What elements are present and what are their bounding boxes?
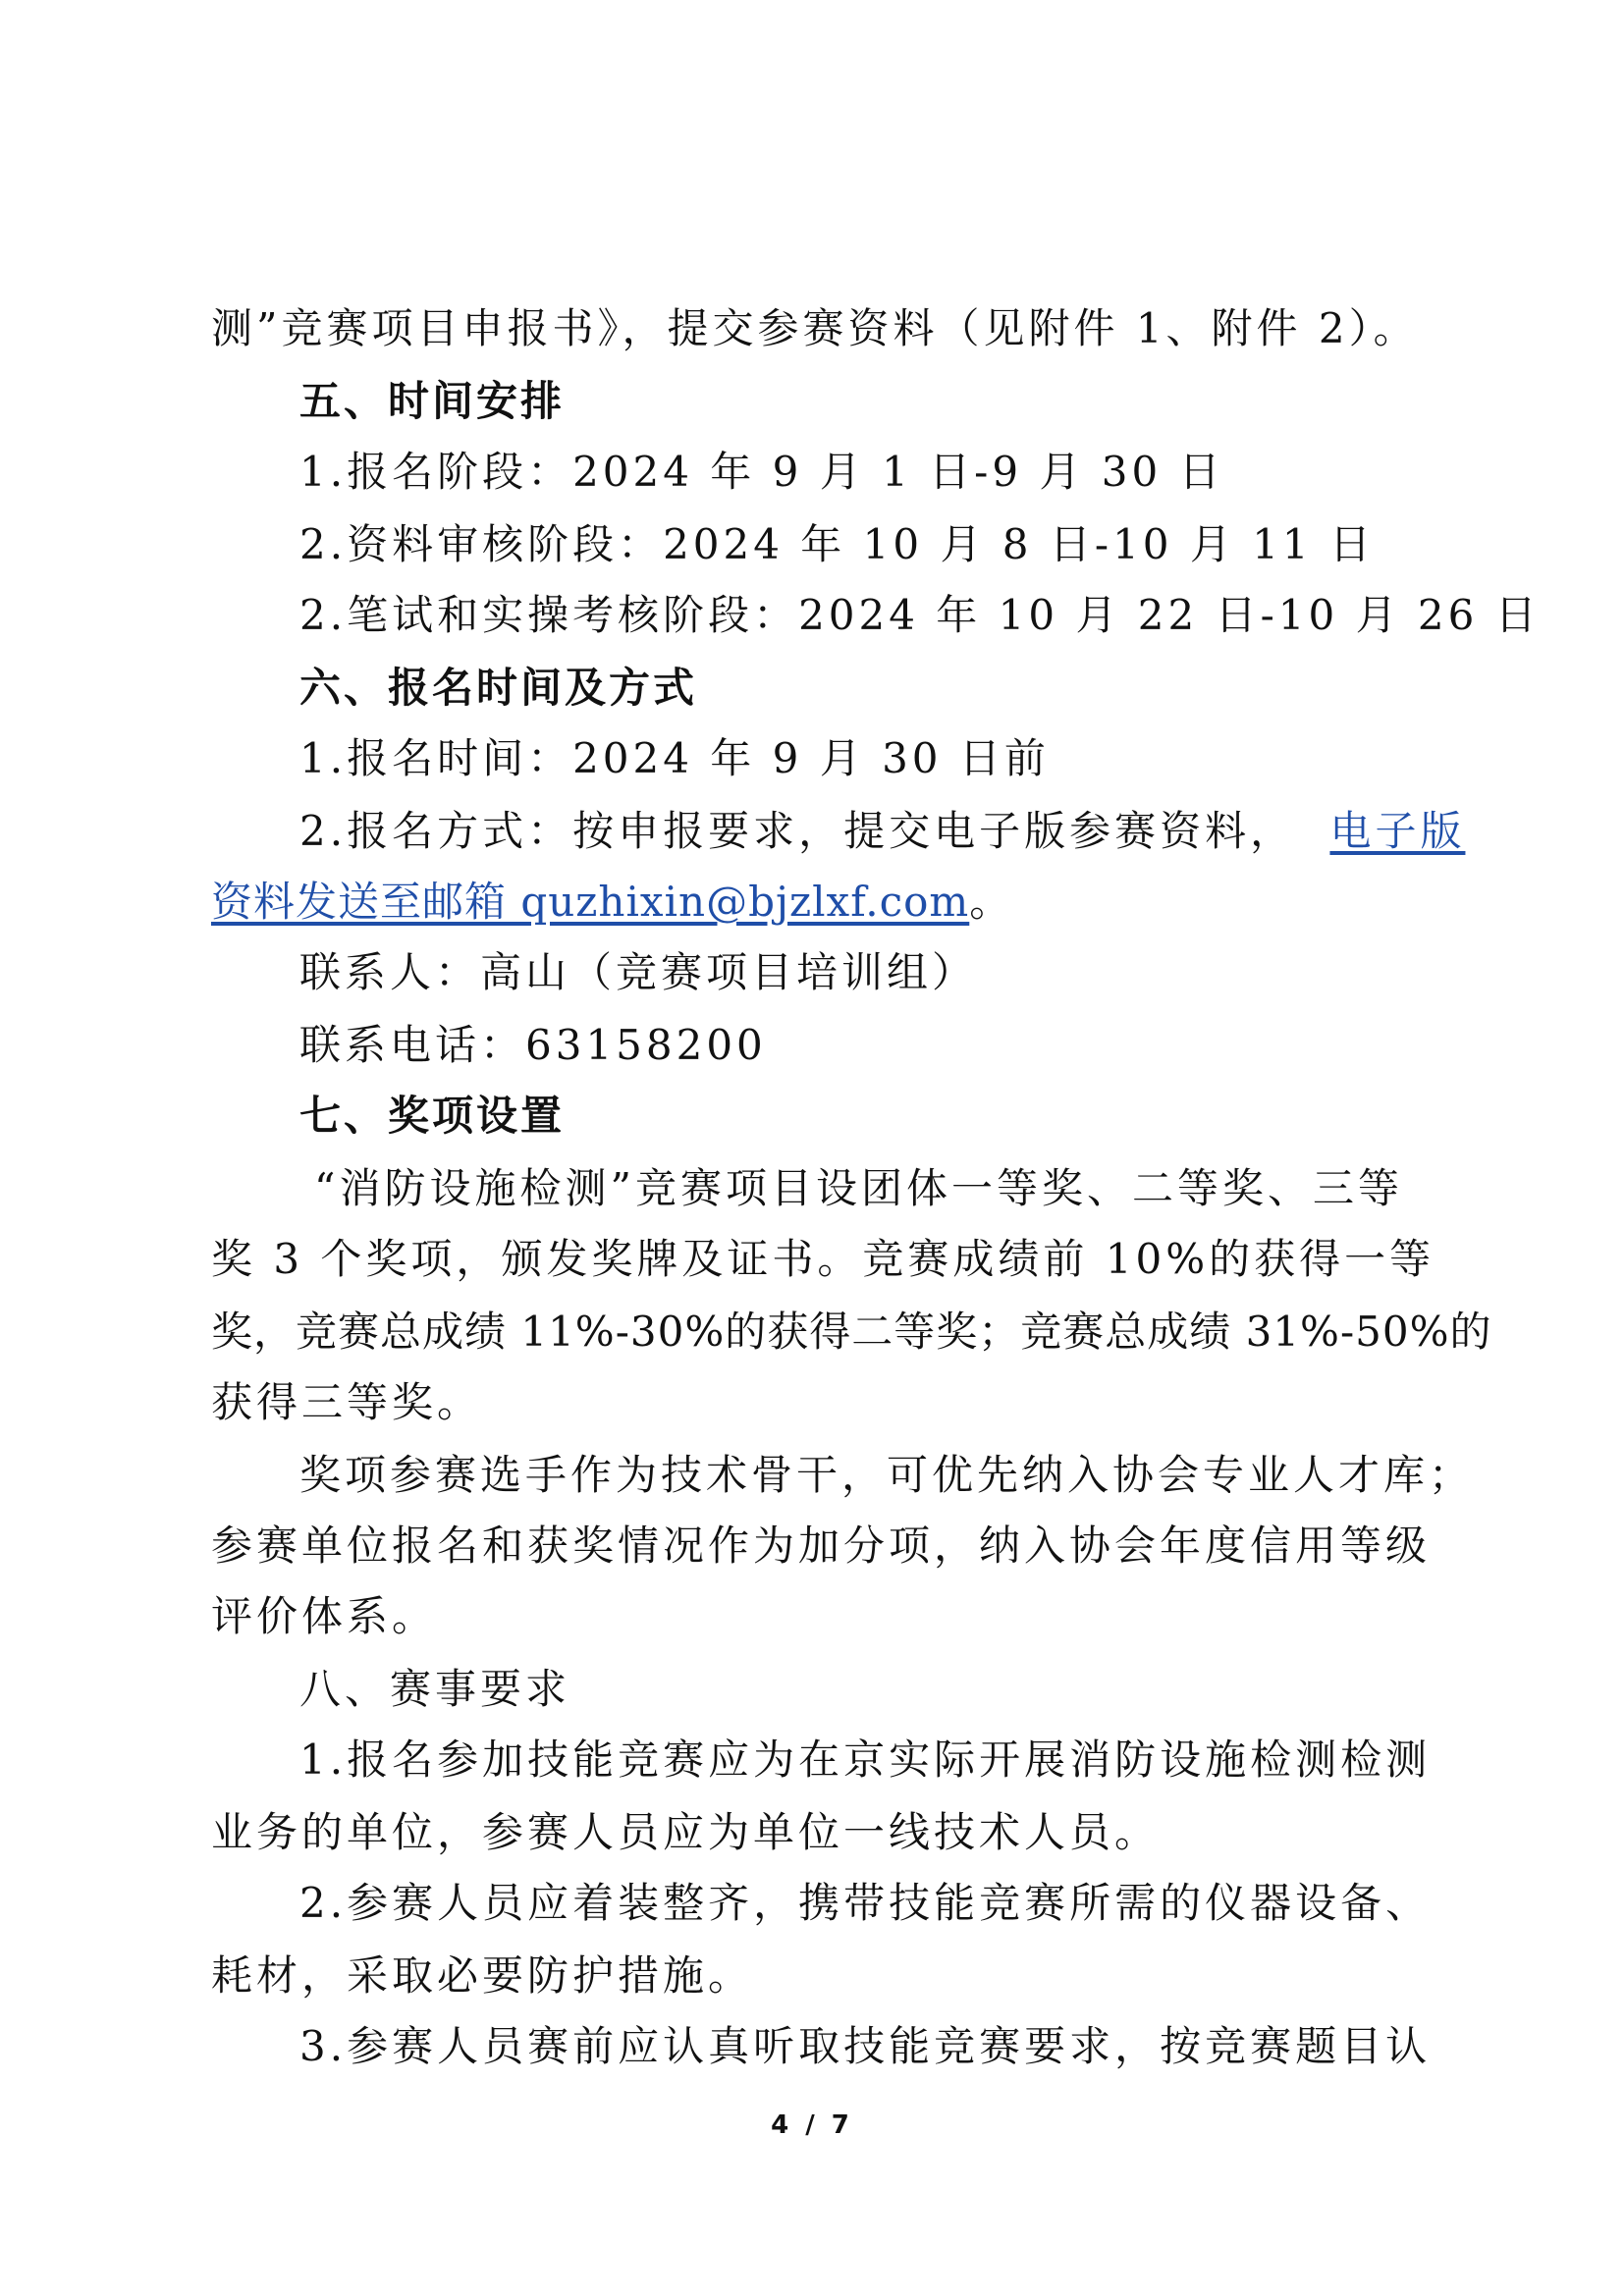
body-text-line: “消防设施检测”竞赛项目设团体一等奖、二等奖、三等 xyxy=(314,1164,1403,1212)
contact-person: 联系人：高山（竞赛项目培训组） xyxy=(299,948,978,996)
body-text-line: 奖 3 个奖项，颁发奖牌及证书。竞赛成绩前 10%的获得一等 xyxy=(211,1235,1435,1283)
body-text-line: 获得三等奖。 xyxy=(211,1378,483,1426)
list-item: 1.报名参加技能竞赛应为在京实际开展消防设施检测检测 xyxy=(299,1735,1432,1784)
section-heading-requirements: 八、赛事要求 xyxy=(299,1665,571,1713)
body-text-line xyxy=(211,874,1448,933)
page-number: 4 / 7 xyxy=(771,2110,853,2140)
section-heading-schedule: 五、时间安排 xyxy=(299,377,566,425)
list-item: 3.参赛人员赛前应认真听取技能竞赛要求，按竞赛题目认 xyxy=(299,2022,1432,2070)
body-text-line: 奖，竞赛总成绩 11%-30%的获得二等奖；竞赛总成绩 31%-50%的 xyxy=(211,1308,1492,1356)
email-link-start[interactable]: 电子版 xyxy=(1329,807,1466,855)
list-item: 2.参赛人员应着装整齐，携带技能竞赛所需的仪器设备、 xyxy=(299,1879,1432,1927)
list-item: 2.资料审核阶段：2024 年 10 月 8 日-10 月 11 日 xyxy=(299,520,1376,568)
list-item xyxy=(299,803,1537,862)
list-item: 2.笔试和实操考核阶段：2024 年 10 月 22 日-10 月 26 日 xyxy=(299,591,1541,639)
section-heading-registration: 六、报名时间及方式 xyxy=(299,664,698,712)
body-text-line: 参赛单位报名和获奖情况作为加分项，纳入协会年度信用等级 xyxy=(211,1522,1432,1570)
body-text-line: 业务的单位，参赛人员应为单位一线技术人员。 xyxy=(211,1808,1161,1856)
body-text-line: 奖项参赛选手作为技术骨干，可优先纳入协会专业人才库； xyxy=(299,1451,1475,1499)
body-text-line: 评价体系。 xyxy=(211,1592,438,1640)
registration-method-text: 2.报名方式：按申报要求，提交电子版参赛资料， xyxy=(299,807,1296,855)
section-heading-awards: 七、奖项设置 xyxy=(299,1092,566,1140)
list-item: 1.报名时间：2024 年 9 月 30 日前 xyxy=(299,734,1050,782)
contact-phone: 联系电话：63158200 xyxy=(299,1021,767,1069)
email-link[interactable]: 资料发送至邮箱 quzhixin@bjzlxf.com xyxy=(211,878,970,926)
list-item: 1.报名阶段：2024 年 9 月 1 日-9 月 30 日 xyxy=(299,448,1224,496)
sentence-end: 。 xyxy=(969,878,1015,926)
body-text-line: 耗材，采取必要防护措施。 xyxy=(211,1951,754,2000)
body-text-line: 测”竞赛项目申报书》，提交参赛资料（见附件 1、附件 2）。 xyxy=(211,304,1419,352)
